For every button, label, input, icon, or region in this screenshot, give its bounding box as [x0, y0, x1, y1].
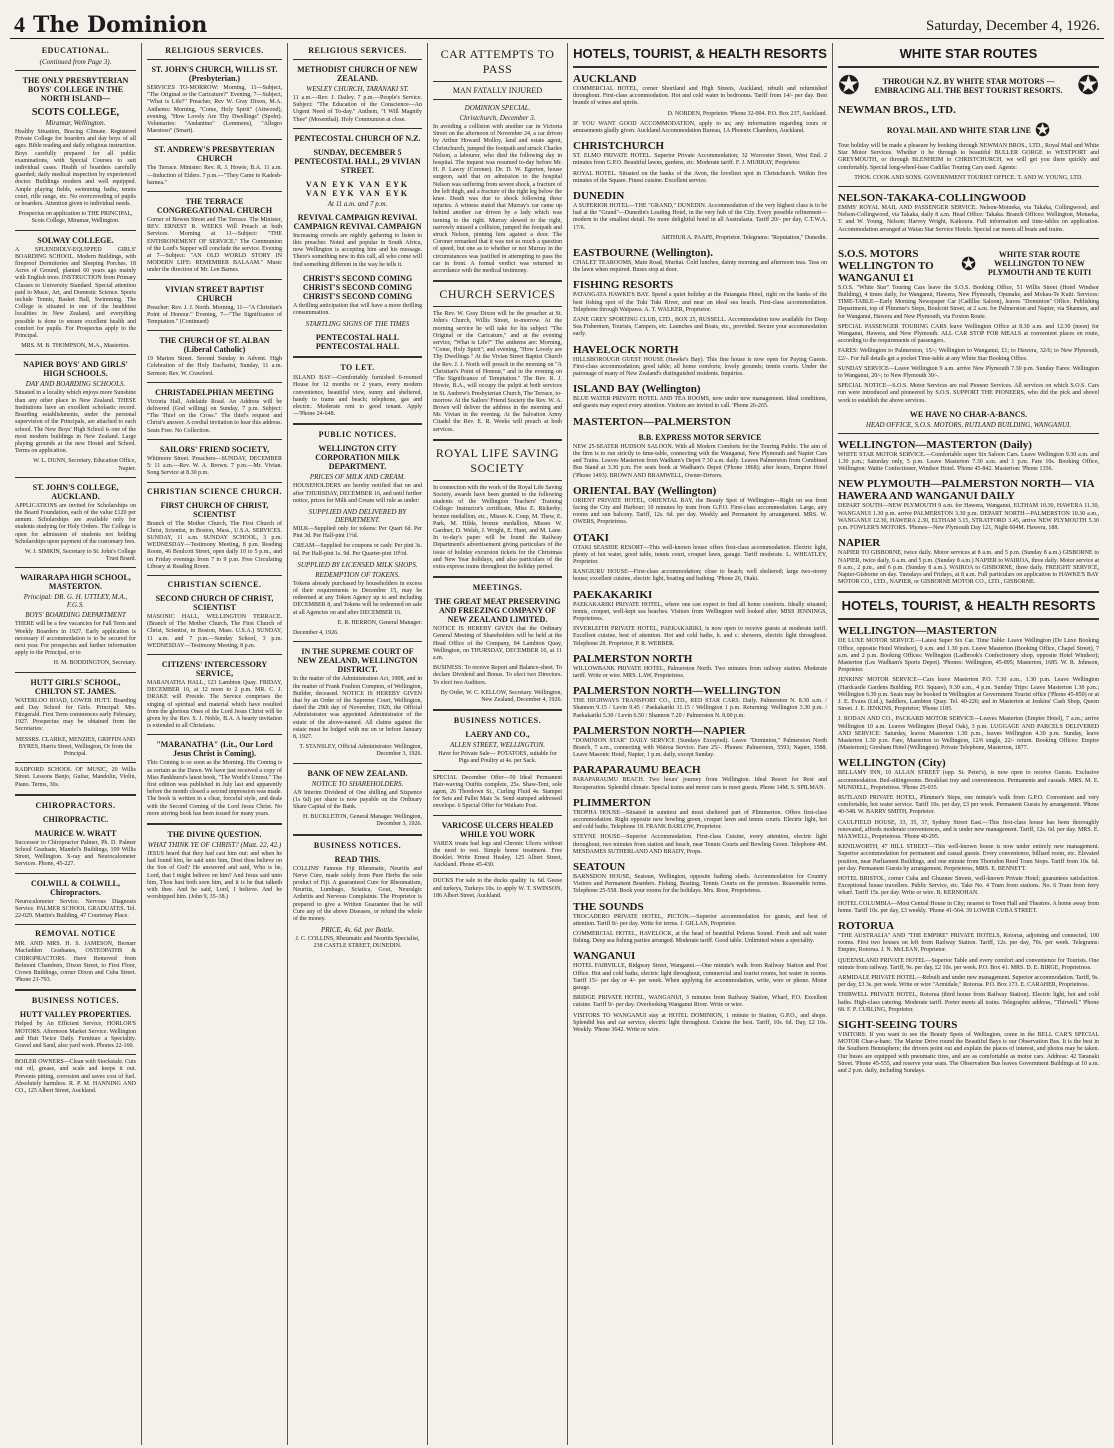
- section-heading: RELIGIOUS SERVICES.: [165, 46, 264, 55]
- ad-sub: DAY AND BOARDING SCHOOLS.: [25, 380, 126, 389]
- route-text: Tour holiday will be made a pleasure by booking through NEWMAN BROS., LTD., Royal Mail and White Star Motor Services. Whether it be through to beautiful BULLER GORGE to WESTPORT and GREYMOUTH, or through BLENHEIM to CHRISTCHURCH, we will get you there quickly and comfortably. Special long-wheel-base Cadillac Touring Cars used. Agents:: [838, 143, 1099, 171]
- startling-signs: STARTLING SIGNS OF THE TIMES: [305, 320, 410, 329]
- column-white-star-routes: [833, 43, 1104, 1445]
- divider: [293, 641, 422, 642]
- divider: [433, 81, 562, 82]
- church-text: JESUS heard that they had cast him out: and when he had found him, he said unto him, Dost thou believe on the Son of God? He answered and said, Who is he, Lord, that I might believe on him? And Jesus said unto him, Thou hast both seen him, and it is he that talketh with thee. And he said, Lord, I believe. And he worshipped him. (John 9, 35–38.): [147, 850, 282, 901]
- listing-text: PAEKAKARIKI PRIVATE HOTEL, where one can expect to find all home comforts. Ideally situated; tennis, croquet, well-kept sea beaches. Visitors from Wellington well looked after. MISS JENNINGS, Proprietress.: [573, 601, 827, 622]
- listing-text: CAULFIELD HOUSE, 33, 35, 37, Sydney Street East.—This first-class house has been thoroughly renovated, affords moderate conveniences, and is under new management. Tariff, 12s. 6d. per day. MRS. E. MAXWELL, Proprietress. 'Phone 40-295.: [838, 819, 1099, 840]
- notice-sub: SUPPLIED BY LICENSED MILK SHOPS.: [297, 560, 418, 569]
- church-text: A thrilling anticipation that will have a more thrilling consummation.: [293, 302, 422, 317]
- notice-sub: REDEMPTION OF TOKENS.: [315, 570, 400, 579]
- route-text: DEPART SOUTH—NEW PLYMOUTH 9 a.m. for Hawera, Wanganui, ELTHAM 10.30, HAWERA 11.30, WANGANUI 1.30 p.m. arrive PALMERSTON 3.30 p.m. DEPART NORTH—PALMERSTON 10.30 a.m., WANGANUI 12.30, HAWERA 2.30, ELTHAM 3.15, STRATFORD 3.45, arrive NEW PLYMOUTH 5.30 p.m. FOWLER'S MOTORS. 'Phones—New Plymouth Day 121, Night 604M. Hawera, 188.: [838, 503, 1099, 532]
- ad-person: COLWILL & COLWILL, Chiropractors.: [31, 878, 120, 897]
- listing-text: HOTEL BRISTOL, corner Cuba and Ghuznee Streets, well-known Private Hotel; guarantees satisfaction. Exceptional house travellers. Public Service, etc. Take No. 4 Tram from stations. No. 6 Tram from ferry wharf. Tariff 15s. per day. Write or wire. B. KERNOHAN.: [838, 876, 1099, 897]
- route-text: FARES: Wellington to Palmerston, 15/-; Wellington to Wanganui, £1; to Hawera, 32/6; to New Plymouth, £2/-. For full details get a pocket Time-table at any White Star Booking Office.: [838, 348, 1099, 362]
- news-body: The Rev. W. Gray Dixon will be the preacher at St. John's Church, Willis Street, to-morrow. At the morning service he will take for his subject "The Original or the Caricature," and at the evening service, "What is Life?" The anthems are: Morning, "Come, Holy Spirit"; and evening, "How Lovely are Thy Dwellings." At the Vivian Street Baptist Church the Rev. J. J. North will preach in the morning on "A Christian's Point of Honour," and in the evening on "The Significance of Temptation." The Rev. R. J. Howie, B.A., will occupy the pulpit at both services in St. Andrew's Presbyterian Church, The Terrace, to-morrow. At the Sailors' Friend Society the Rev. W. A. Brown will deliver the address in the morning and Mr. Vivian in the evening. At the Salvation Army Citadel the Rev. E. R. Weeks will preach at both services.: [433, 311, 562, 433]
- ad-text: Have for Private Sale— POTATOES, suitable for Pigs and Poultry at 4s. per Sack.: [438, 751, 557, 765]
- divider: [433, 815, 562, 816]
- divider: [15, 354, 136, 355]
- listing-text: HOTEL FAIRVILLE, Ridgway Street, Wanganui.—One minute's walk from Railway Station and Post Office. Hot and cold baths, electric light throughout, commercial and tourist rooms, hot water in rooms. Tariff 15/- per day or 4/- per week. When applying for accommodation, write, wire or phone. Motor garage.: [573, 963, 827, 992]
- listing-sub: B.B. EXPRESS MOTOR SERVICE: [638, 432, 762, 442]
- sos-header: [838, 243, 1099, 285]
- place-heading: AUCKLAND: [573, 73, 637, 85]
- divider: [15, 924, 136, 925]
- divider: [433, 480, 562, 481]
- place-heading: SEATOUN: [573, 861, 626, 873]
- listing-text: INVERLEITH PRIVATE HOTEL, PAEKAKARIKI, is now open to receive guests at moderate tariff. Excellent cuisine, best of attention. Hot and cold baths, h. and c. showers, electric light throughout. Telephone 28. Proprietor, P. R. WEBBER.: [573, 626, 827, 647]
- masthead: [10, 0, 1104, 39]
- ad-text: DUCKS For sale to the ducks quality 1s. 6d. Geese and turkeys, Turkeys 10s. to apply W. T. SWINSON, 186 Albert Street, Auckland.: [433, 878, 562, 899]
- column-hotels: [568, 43, 833, 1445]
- place-heading: SIGHT-SEEING TOURS: [838, 1019, 958, 1032]
- notice-text: AN Interim Dividend of One shilling and Sixpence (1s 6d) per share is now payable on the Ordinary Share Capital of the Bank.: [293, 789, 422, 810]
- listing-text: HILLSBOROUGH GUEST HOUSE (Hawke's Bay). This fine house is now open for Paying Guests. First-class accommodation; good table; all home comforts; lovely grounds; tennis courts. Under the patronage of many of New Zealand's distinguished residents. Inquiries.: [573, 356, 827, 378]
- route-heading: S.O.S. MOTORS WELLINGTON TO WANGANUI £1: [838, 247, 934, 284]
- route-text: EMMS' ROYAL MAIL AND PASSENGER SERVICE. Nelson-Motueka, via Takaka, Collingwood, and Nelson-Collingwood, via Takaka, daily 8 a.m. Head Office: Takaka. Branch Offices: Wellington, Motueka, T. and W. Young, Nelson; Harvey Wright, Kaikoura. Full information and time-tables on application. Accommodation arranged at Waiau Star Service Hotels. Special car meets all boats and trains.: [838, 205, 1099, 233]
- place-heading: CHRISTCHURCH: [573, 140, 665, 153]
- meeting-text: NOTICE IS HEREBY GIVEN that the Ordinary General Meeting of Shareholders will be held at the Head Office of the Company, 84 Lambton Quay, Wellington, on THURSDAY, DECEMBER 16, at 11 a.m.: [433, 626, 562, 661]
- white-star-intro: [838, 73, 1099, 99]
- divider: [838, 66, 1099, 68]
- notice-sub: SUPPLIED AND DELIVERED BY DEPARTMENT.: [308, 508, 407, 525]
- church-title: "MARANATHA" (Lit., Our Lord Jesus Christ is Coming).: [156, 740, 273, 759]
- news-body: In avoiding a collision with another car in Victoria Street on the afternoon of November 24, a car driven by Arthur Howard Molloy, land and estate agent, Christchurch, jumped the footpath and struck Charles Nelson, a labourer, who died the following day in hospital. The inquest was resumed to-day before Mr. H. P. Lawry (Coroner). Dr. D. W. Egerton, house surgeon, said that on admission to the hospital Nelson was suffering from severe shock, a fracture of the left thigh, and a fracture of the right leg below the knee. Death was due to shock following these injuries. A witness stated that Murray's car came up behind another car driven by a lady which was turning to the right. Murray slewed to the right, narrowly missed a collision, jumped the footpath and struck Nelson, pinning him against a door. The Coroner remarked that it was not so much a question of speed, but one as to whether or not Murray in the circumstances was justified in attempting to pass the car in front. A formal verdict was returned in accordance with the medical testimony.: [433, 124, 562, 275]
- ad-text: VAREX treats bad legs and Chronic Ulcers without the need to rest. Simple home treatment. Free Booklet. Write Ernest Healey, 125 Albert Street, Auckland. Phone 45-430.: [433, 840, 562, 869]
- church-title: THE TERRACE CONGREGATIONAL CHURCH: [156, 197, 273, 216]
- listing-text: A SUPERIOR HOTEL—THE "GRAND," DUNEDIN. Accommodation of the very highest class is to be had at the "Grand"—Dunedin's Leading Hotel, in the very hub of the City. Every possible refinement—modern to the smallest detail. No more delightful hotel in all Australasia. Tariff 20/- per day, C.T.W.A. 17/6.: [573, 203, 827, 231]
- route-text: WHITE STAR MOTOR SERVICE.—Comfortable super Six Saloon Cars. Leave Wellington 9.30 a.m. and 1.30 p.m.; Saturday only, 5 p.m. Leave Masterton 7.30 a.m. and 1 p.m. Fare 10s. Booking Office, Wellington: Wattie Confectioner, Windsor Hotel. 'Phone 45-842. Masterton: 'Phone 1356.: [838, 451, 1099, 473]
- meeting-business: BUSINESS: To receive Report and Balance-sheet. To declare Dividend and Bonus. To elect two Directors. To elect two Auditors.: [433, 665, 562, 686]
- ad-text: A SPLENDIDLY-EQUIPPED GIRLS' BOARDING SCHOOL. Modern Buildings, with fireproof Dormitories and Sleeping Porches. 18 Acres of Ground, planted 60 years ago mainly with English trees. INSTRUCTION from Primary Classes to University Standard. Special attention paid to Music, Art, and Domestic Science. Sports include Tennis, Basket Ball, Swimming. The College is situated in one of the healthiest localities in New Zealand, and everything possible is done to ensure excellent health and comfort for pupils. For Prospectus apply to the Principal.: [15, 246, 136, 340]
- divider: [433, 280, 562, 282]
- route-text: NAPIER TO GISBORNE, twice daily. Motor services at 8 a.m. and 5 p.m. (Sunday 8 a.m.) GISBORNE to NAPIER, twice daily, 6 a.m. and 5 p.m. (Sunday 8 a.m.) NAPIER to WAIROA, three daily. Motor service at 8 a.m., 2 p.m., and 6 p.m. (Sunday 8 a.m.). WAIROA to GISBORNE, three daily. FREIGHT SERVICE, Napier-Gisborne on day. Tuesdays and Fridays, at 8 a.m. Full particulars on application to HAWKE'S BAY MOTOR CO., LTD., NAPIER, or GISBORNE MOTOR CO., LTD., GISBORNE.: [838, 550, 1099, 586]
- listing-text: CHALET TEAROOMS, Main Road, Muritai. Cold lunches, dainty morning and afternoon teas. Teas on the lawn when required. Buses stop at door.: [573, 260, 827, 274]
- columns: [10, 39, 1104, 1445]
- ad-text: RADFORD SCHOOL OF MUSIC, 20 Willis Street. Lessons Banjo, Guitar, Mandolin, Violin, Piano. Terms, 30s.: [15, 767, 136, 788]
- ad-text: WATERLOO ROAD, LOWER HUTT. Boarding and Day School for Girls. Principal: Mrs. Fitzgerald. First Term commences early February, 1927. Prospectus may be obtained from the Secretaries:: [15, 697, 136, 733]
- section-heading: EDUCATIONAL.: [41, 46, 110, 55]
- divider: [838, 238, 1099, 239]
- divider: [15, 672, 136, 673]
- place-heading: WELLINGTON (City): [838, 757, 946, 770]
- notice-text: In the matter of the Administration Act, 1908, and in the matter of Frank Foulton Compton, of Wellington, Builder, deceased. NOTICE IS HEREBY GIVEN that by an Order of the Supreme Court, Wellington, dated the 29th day of November, 1926, the Official Administrator was appointed Administrator of the estate of the above-named. All claims against the estate must be lodged with me on or before January 8, 1927.: [293, 676, 422, 740]
- church-text: Victoria Hall, Adelaide Road. An Address will be delivered (God willing) on Sunday, 7 p.m. Subject: "The Thief on the Cross." The thief's request and Christ's answer. A cordial invitation to hear this address. Seats Free. No Collection.: [147, 398, 282, 434]
- section-note: (Continued from Page 3).: [39, 58, 112, 66]
- ad-text: MR. AND MRS. H. S. JAMESON, Bernarr Macfadden Graduates, OSTEOPATHS & CHIROPRACTORS. Have Removed from Belmont Chambers, Dixon Street, to First Floor, Crown Buildings, corner Dixon and Cuba Street. 'Phone 21-793.: [15, 941, 136, 984]
- ad-sub: BOYS' BOARDING DEPARTMENT: [25, 611, 126, 620]
- listing-text: BRIDGE PRIVATE HOTEL, WANGANUI, 3 minutes from Railway Station, Wharf, P.O. Excellent cuisine. Tariff 9/- per day. Overlooking Wanganui River. Write or wire.: [573, 995, 827, 1009]
- church-title: CITIZENS' INTERCESSORY SERVICE,: [161, 659, 268, 678]
- place-heading: FISHING RESORTS: [573, 279, 674, 292]
- divider: [15, 230, 136, 231]
- column-public-notices: [288, 43, 428, 1445]
- listing-text: COMMERCIAL HOTEL, corner Shortland and High Streets, Auckland, rebuilt and refurnished throughout. First-class accommodation. Hot and cold water in bedrooms. Tariff from 14/- per day. Best brands of wines and spirits.: [573, 86, 827, 107]
- divider: [15, 794, 136, 796]
- divider: [433, 306, 562, 307]
- divider: [293, 59, 422, 60]
- divider: [147, 191, 282, 192]
- church-text: Corner of Bowen Street and The Terrace. The Minister, REV. ERNEST R. WEEKS Will Preach at both Services. Morning at 11—Subject: "THE ENTHRONEMENT OF SERVICE." The Communion of the Lord's Supper will conclude the service. Evening at 7—Subject: "AN OLD WORLD STORY IN MODERN LIFE: REMEMBER BALAAM." Music under the direction of Mr. Len Barnes.: [147, 217, 282, 274]
- ad-sign: J. C. COLLINS, Rheumatic and Neuritis Specialist, 238 CASTLE STREET, DUNEDIN.: [295, 936, 420, 950]
- service-times: At 11 a.m. and 7 p.m.: [327, 199, 388, 208]
- ad-text: APPLICATIONS are invited for Scholarships on the Board Foundation, each of the value £120 per annum. Scholarships are available only for students studying for Holy Orders. The College is open for admission of students not holding Scholarships upon payment of the customary fees.: [15, 502, 136, 545]
- route-text: SPECIAL PASSENGER TOURING CARS leave Wellington Office at 8.30 a.m. and 12.30 (noon) for Wanganui, Hawera, and New Plymouth. ALL CAR STOP FOR MEALS at convenient places en route, according to the requirements of passengers.: [838, 323, 1099, 345]
- place-heading: WANGANUI: [573, 950, 636, 963]
- route-text: SUNDAY SERVICE—Leave Wellington 9 a.m. arrive New Plymouth 7.30 p.m. Sunday Fares: Wellington to Wanganui, 20/-; to New Plymouth 30/-.: [838, 365, 1099, 380]
- listing-text: J. RODAN AND CO., PACKARD MOTOR SERVICE—Leaves Masterton (Empire Hotel), 7 a.m.; arrive Wellington 10 a.m. Leaves Wellington (Royal Oak), 3 p.m. LUGGAGE AND PARCELS DELIVERED AND SERVICE: Saturday, leaves Masterton 1.30 p.m., leaves Wellington 4.30 p.m. Sunday, leave Masterton 1.30 p.m. Fare, Masterton to Wellington, 12/6 single, 22/- return. Booking Offices: Empire (Masterton); Gresham Hotel (Wellington). Private Telephone, Masterton, 1877.: [838, 716, 1099, 752]
- church-text: The Terrace. Minister: Rev. R. J. Howie, B.A. 11 a.m.—Induction of Elders. 7 p.m.—"They Came to Kadesh-barnea.": [147, 165, 282, 186]
- divider: [838, 591, 1099, 593]
- divider: [147, 330, 282, 331]
- notice-title: IN THE SUPREME COURT OF NEW ZEALAND, WELLINGTON DISTRICT.: [297, 647, 418, 675]
- ad-sign: MESSRS. CLARKE, MENZIES, GRIFFIN AND BYRES, Harris Street, Wellington, Or from the Principal.: [15, 736, 136, 757]
- divider: [838, 186, 1099, 187]
- royal-mail-text: ROYAL MAIL AND WHITE STAR LINE: [886, 125, 1032, 135]
- ad-place: Miramar, Wellington.: [45, 119, 106, 127]
- divider: [147, 59, 282, 60]
- news-headline: CHURCH SERVICES: [439, 287, 556, 302]
- white-star-banner: WHITE STAR ROUTES: [899, 46, 1038, 61]
- notice-date: December 4, 1926.: [293, 630, 339, 637]
- church-title: METHODIST CHURCH OF NEW ZEALAND.: [297, 65, 418, 83]
- preacher-name: VAN EYK VAN EYK VAN EYK VAN EYK: [305, 179, 410, 198]
- listing-text: ST. ELMO PRIVATE HOTEL. Superior Private Accommodation; 32 Worcester Street, West End. 2 minutes from G.P.O. Beautiful lawns, gardens, etc. Moderate tariff. F. J. MURRAY, Proprietor.: [573, 153, 827, 167]
- masthead-left: [14, 12, 207, 38]
- ad-text: Situated in a locality which enjoys more Sunshine than any other place in New Zealand. THESE Institutions have an excellent scholastic record. Boarding establishments, under the personal supervision of the Principals, are attached to each school. The New Boys' High School is one of the most modern buildings in New Zealand. Large playing grounds at the new Hostel and School. Terms on application.: [15, 390, 136, 455]
- church-title: CHRISTADELPHIAN MEETING: [155, 387, 274, 397]
- place-heading: ORIENTAL BAY (Wellington): [573, 484, 717, 497]
- church-text: SERVICES TO-MORROW: Morning, 11—Subject, "The Original or the Caricature?" Evening, 7—Subject, "What is Life?" Preacher, Rev W. Gray Dixon, M.A. Anthems: Morning, "Come, Holy Spirit" (Attwood), evening, "How Lovely Are Thy Dwellings" (Spohr). Voluntaries: "Andantino" (Lemmens), "Allegro Maestoso" (Smart).: [147, 85, 282, 135]
- divider: [147, 823, 282, 825]
- news-headline: CAR ATTEMPTS TO PASS: [440, 47, 555, 76]
- second-coming-banner: CHRIST'S SECOND COMING CHRIST'S SECOND COMING CHRIST'S SECOND COMING: [302, 273, 413, 301]
- divider: [838, 433, 1099, 434]
- route-heading: WELLINGTON—MASTERTON (Daily): [838, 438, 1032, 451]
- section-heading: REMOVAL NOTICE: [35, 929, 116, 939]
- church-text: Preacher: Rev. J. J. North. Morning, 11—"A Christian's Point of Honour." Evening, 7—"The Significance of Temptation." (Continued): [147, 304, 282, 326]
- listing-text: JENKINS' MOTOR SERVICE—Cars leave Masterton P.O. 7.30 a.m., 1.30 p.m. Leave Wellington (Hardcastle Gardens Building, P.O. Square), 9.30 a.m., 4 p.m. Sunday Trips: Leave Masterton 1.30 p.m.; Wellington 6.30 p.m. Seats may be booked in Wellington at Government Tourist office ('Phone 45-850) or at J. E. Evans (Ltd.), Saddlers, Lambton Quay. Tel. 40-226; and in Masterton at Jenkins' Cash Shop, Queen Street. J. E. JENKINS, Proprietor; 'Phone 1185.: [838, 677, 1099, 713]
- divider: [15, 477, 136, 478]
- divider: [433, 439, 562, 441]
- ad-title: VARICOSE ULCERS HEALED WHILE YOU WORK: [441, 820, 554, 839]
- listing-sign: ARTHUR A. PAAPE, Proprietor. Telegrams: "Reputation," Dunedin.: [661, 234, 827, 241]
- ad-text: COLLINS' Famous Fiji Rheumatic, Neuritis and Nerve Cure, made solely from Pure Herbs the sole product of Fiji. A guaranteed Cure for Rheumatism, Neuritis, Lumbago, Sciatica, Gout, Neuralgic Arthritis and Nervous Complaints. The Proprietor is prepared to give a Written Guarantee that he will Cure any of the above Diseases, or refund the whole of the money.: [293, 865, 422, 922]
- church-title: SECOND CHURCH OF CHRIST, SCIENTIST: [155, 593, 274, 612]
- church-text: Increasing crowds are nightly gathering to listen to this preacher. Noted and popular in South Africa, now Wellington is accepting him and his message. There's something new in this call, all who come will find something different in the way he tells it.: [293, 232, 422, 268]
- section-heading: PUBLIC NOTICES.: [318, 430, 397, 440]
- news-subheadline: MAN FATALLY INJURED: [452, 86, 543, 95]
- place-heading: PALMERSTON NORTH—NAPIER: [573, 724, 746, 737]
- church-text: 11 a.m.—Rev. J. Dailey. 7 p.m.—People's Service. Subject: "The Education of the Conscience—An Urgent Need of To-day." Anthem, "I Will Magnify Thee" (Mosenthal). Holy Communion at close.: [293, 95, 422, 123]
- section-heading: CHRISTIAN SCIENCE.: [167, 579, 262, 589]
- listing-text: BLUE WATER PRIVATE HOTEL AND TEA ROOMS, now under new management. Ideal conditions, and guests may expect every attention. Visitors are invited to call. 'Phone 26-265.: [573, 396, 827, 410]
- ad-name: HUTT VALLEY PROPERTIES.: [19, 1010, 132, 1020]
- section-heading: BUSINESS NOTICES.: [31, 996, 120, 1006]
- royal-mail-line: [838, 117, 1099, 143]
- listing-text: HOTEL COLUMBIA—Most Central House in City; nearest to Town Hall and Theatres. A home away from home. Tariff 10s. per day, £3 weekly. 'Phone 41-564. 39 LOWER CUBA STREET.: [838, 900, 1099, 914]
- route-heading: NAPIER: [838, 537, 881, 550]
- listing-text: ORIENT PRIVATE HOTEL, ORIENTAL BAY, the Beauty Spot of Wellington—Right on sea front facing the City and Harbour; 10 minutes by tram from G.P.O. First-class accommodation. Large, airy rooms and sun balcony. Tariff, 12s. 6d. per day. Weekly and Permanent by arrangement. MRS. W. OWERS, Proprietress.: [573, 497, 827, 526]
- church-text: 19 Marion Street. Second Sunday in Advent. High Celebration of the Holy Eucharist, Sunday, 11 a.m. Sermon: Rev. W. Crawford.: [147, 356, 282, 377]
- church-sub: WHAT THINK YE OF CHRIST? (Matt. 22, 42.): [147, 840, 282, 849]
- section-heading: MEETINGS.: [472, 583, 523, 593]
- section-heading: RELIGIOUS SERVICES.: [308, 46, 407, 55]
- listing-text: QUEENSLAND PRIVATE HOTEL—Superior Table and every comfort and convenience for Tourists. One minute from railway. Tariff, 9s. per day, £2 10s. per week. P.O. Box 41. MRS. D. E. BIRGE, Proprietress.: [838, 957, 1099, 971]
- listing-text: STEYNE HOUSE—Superior Accommodation. First-class Cuisine, every attention, electric light throughout, two minutes from station and beach, near Tennis Courts and Bowling Green. Telephone 4M. MESDAMES SUTHERLAND AND BRADY, Props.: [573, 834, 827, 855]
- divider: [147, 279, 282, 280]
- news-dateline: Christchurch, December 3.: [459, 114, 536, 122]
- church-title: THE CHURCH OF ST. ALBAN (Liberal Catholic): [159, 336, 270, 355]
- star-icon: ✪: [838, 71, 860, 100]
- listing-text: RUTLAND PRIVATE HOTEL, Plimmer's Steps, one minute's walk from G.P.O. Convenient and very comfortable, hot water service. Tariff 10s. per day, £3 per week. Permanent Guests by arrangement. 'Phone 40-548. W. BARRY SMITH, Proprietor.: [838, 794, 1099, 816]
- church-text: Whitmore Street. Preachers—SUNDAY, DECEMBER 5: 11 a.m.—Rev. W. A. Brown. 7 p.m.—Mr. Vivian. Song Service at 8.30 p.m.: [147, 455, 282, 477]
- church-title: ST. ANDREW'S PRESBYTERIAN CHURCH: [154, 145, 275, 164]
- listing-sign: D. NORDEN, Proprietor. 'Phone 32-004. P.O. Box 237, Auckland.: [667, 110, 827, 117]
- route-office: HEAD OFFICE, S.O.S. MOTORS, RUTLAND BUILDING, WANGANUI.: [865, 420, 1072, 429]
- listing-text: IF YOU WANT GOOD ACCOMMODATION, apply to us; any information regarding tours or amusements gladly given. Auckland Accommodation Bureau, 1A Phoenix Chambers, Auckland.: [573, 120, 827, 135]
- listing-text: THE HIGHWAYS TRANSPORT CO., LTD., RED STAR CARS. Daily. Palmerston N. 8.30 a.m. / Shannon 9.15 / Levin 9.45 / Paekakariki 11.15 / Wellington 1 p.m. Returning: Wellington 3.30 p.m. / Paekakariki 5.30 / Levin 6.50 / Shannon 7.20 / Palmerston N. 8.00 p.m.: [573, 698, 827, 719]
- section-heading: TO LET.: [340, 363, 375, 373]
- ad-sign: W. J. SIMKIN, Secretary to St. John's College Trust Board.: [24, 548, 136, 563]
- ad-sign: H. M. BODDINGTON, Secretary.: [53, 660, 136, 667]
- ad-price: PRICE, 4s. 6d. per Bottle.: [320, 926, 395, 935]
- divider: [433, 873, 562, 874]
- place-heading: OTAKI: [573, 531, 609, 544]
- revival-banner: REVIVAL CAMPAIGN REVIVAL CAMPAIGN REVIVAL CAMPAIGN: [293, 212, 422, 231]
- listing-text: "DOMINION STAR" DAILY SERVICE (Sundays Excepted). Leave "Dominion," Palmerston North Branch, 7 a.m., connecting with Wairoa Service. Fare 25/-. Phones: Palmerston, 5593; Napier, 1588. Leave Masonic Hotel, Napier, 1 p.m. daily, except Sunday.: [573, 737, 827, 759]
- notice-sub: PRICES OF MILK AND CREAM.: [309, 473, 406, 482]
- church-title: VIVIAN STREET BAPTIST CHURCH: [165, 284, 264, 303]
- notice-text: MILK—Supplied only for tokens: Per Quart 6d. Per Pint 3d. Per Half-pint 1½d.: [293, 526, 422, 540]
- place-heading: HAVELOCK NORTH: [573, 343, 679, 356]
- listing-text: COMMERCIAL HOTEL, HAVELOCK, at the head of beautiful Pelorus Sound. Fresh and salt water fishing. Deep sea fishing parties arranged. Moderate tariff. Good table. Unlimited wines a speciality.: [573, 931, 827, 945]
- ad-title: LAERY AND CO.,: [465, 730, 530, 740]
- ad-text: THERE will be a few vacancies for Fall Term and Weekly Boarders in 1927. Early application is necessary if accommodation is to be secured for next year. For prospectus and further information apply to the Principal, or to: [15, 621, 136, 657]
- place-heading: ROTORUA: [838, 920, 895, 933]
- ad-name: SOLWAY COLLEGE.: [37, 235, 114, 245]
- place-heading: EASTBOURNE (Wellington).: [573, 247, 713, 260]
- divider: [147, 482, 282, 483]
- tolet-text: ISLAND BAY—Comfortably furnished 6-roomed House for 12 months or 2 years, every modern convenience, beautiful view, sunny and sheltered, handy to trams and beach; telephone, gas and electric. Moderate rent to good tenant. Apply—'Phone 24-648.: [293, 375, 422, 418]
- ad-title: READ THIS.: [334, 854, 381, 864]
- place-heading: PALMERSTON NORTH: [573, 652, 693, 665]
- ad-text: Healthy Situation, Bracing Climate. Registered Private College for boarders and day boys of all ages. Bible reading and daily religious instruction. Boys carefully prepared for all public examinations, with Special Courses to suit individual cases. Health of boarders carefully guarded; daily medical inspection by experienced doctor. Buildings modern and well equipped. Ample playing fields, swimming baths, tennis court, rifle range, etc. No overcrowding of pupils or boarders. Attention given to individual needs.: [15, 129, 136, 208]
- listing-text: PATANGATA HAWKE'S BAY. Spend a quiet holiday at the Patangata Hotel, right on the banks of the best fishing spot of the Tuki Tuki River, and near an ideal sea beach. First-class accommodation. Telephone through Waipawa. A. T. WALKER, Proprietor.: [573, 292, 827, 313]
- ad-name: ST. JOHN'S COLLEGE, AUCKLAND.: [32, 482, 119, 501]
- divider: [147, 654, 282, 655]
- section-heading: CHRISTIAN SCIENCE CHURCH.: [147, 486, 282, 496]
- divider: [573, 66, 827, 68]
- hall-banner: PENTECOSTAL HALL PENTECOSTAL HALL: [315, 333, 400, 352]
- intro-text: THROUGH N.Z. BY WHITE STAR MOTORS — EMBRACING ALL THE BEST TOURIST RESORTS.: [874, 77, 1063, 95]
- route-heading: NEW PLYMOUTH—PALMERSTON NORTH— VIA HAWERA AND WANGANUI DAILY: [838, 478, 1095, 503]
- route-sub: WHITE STAR ROUTE WELLINGTON TO NEW PLYMOUTH AND TE KUITI: [987, 250, 1092, 278]
- star-icon: ✪: [1077, 71, 1099, 100]
- church-title: ST. JOHN'S CHURCH, WILLIS ST. (Presbyterian.): [151, 65, 278, 83]
- ad-title: THE ONLY PRESBYTERIAN BOYS' COLLEGE IN THE NORTH ISLAND—: [22, 76, 129, 103]
- divider: [15, 762, 136, 763]
- route-agents: THOS. COOK AND SONS. GOVERNMENT TOURIST OFFICE. T. AND W. YOUNG, LTD.: [854, 174, 1083, 181]
- listing-text: KENILWORTH, 47 HILL STREET—This well-known house is now under entirely new management. Superior accommodation for permanent and casual guests. Every convenience, billiard room, etc. Elevated position, near Parliament Buildings, and one minute from Thorndon Reed Tram Stops. Tariff from 10s. 6d. per day. Permanent Guests by arrangement. Proprietress, MRS. E. BENNETT.: [838, 844, 1099, 872]
- divider: [433, 709, 562, 711]
- notice-sub: NOTICE TO SHAREHOLDERS.: [311, 779, 404, 788]
- column-religious-services: [142, 43, 288, 1445]
- column-educational: [10, 43, 142, 1445]
- divider: [147, 575, 282, 576]
- church-text: MASONIC HALL, WELLINGTON TERRACE. (Branch of The Mother Church, The First Church of Christ, Scientist, in Boston, Mass. U.S.A.) SUNDAY, 11 a.m. and 7 p.m.—Sunday School, 3 p.m. WEDNESDAY—Testimony Meeting, 8 p.m.: [147, 613, 282, 649]
- hotels-banner: HOTELS, TOURIST, & HEALTH RESORTS: [841, 598, 1096, 614]
- place-heading: PAEKAKARIKI: [573, 588, 653, 601]
- hotels-banner: HOTELS, TOURIST, & HEALTH RESORTS: [573, 46, 827, 61]
- notice-sign: H. BUCKLETON, General Manager. Wellington, December 3, 1926.: [303, 814, 422, 828]
- ad-text: Helped by An Efficient Service, HORLOR'S MOTORS. Afternoon Market Service. Wellington and Hutt Twice Daily. Furniture a Speciality. Gravel and Sand, also yard work. Phones 22-160.: [15, 1021, 136, 1050]
- star-icon: ✪: [960, 253, 977, 274]
- ad-text: SPECIAL December Offer—50 Ideal Permanent Hair-waving Outfits complete, 25s. Shaw-Tent, sole agent, 26 Thordown St., Curling Fluid 4s. Stampet for Sets and Pallet Mats 3s. Send stamped addressed envelope. 6 Special Offer for Waikato Post.: [433, 774, 562, 810]
- ad-text: Successor to Chiropractor Palmer, Ph. D. Palmer School Graduate, Mandel's Buildings, 109 Willis Street, Wellington. X-ray and Neurocalometer Services. Phone, 45-227.: [15, 839, 136, 868]
- ad-sign: W. L. DUNN, Secretary. Education Office, Napier.: [33, 458, 136, 472]
- notice-title: BANK OF NEW ZEALAND.: [307, 768, 408, 778]
- church-text: SUNDAY, DECEMBER 5 PENTECOSTAL HALL, 29 VIVIAN STREET.: [294, 147, 421, 175]
- star-icon: ✪: [1035, 120, 1051, 140]
- meeting-sign: By Order, W. C. KELLOW, Secretary. Wellington, New Zealand, December 4, 1926.: [440, 689, 562, 703]
- divider: [838, 618, 1099, 620]
- notice-text: Tokens already purchased by householders in excess of their requirements to December 15, may be redeemed at any Token Agency up to and including DECEMBER 8, and Tokens will be redeemed on sale at all Agencies on and after DECEMBER 16.: [293, 580, 422, 616]
- listing-text: WILLOWBANK PRIVATE HOTEL, Palmerston North. Two minutes from railway station. Moderate tariff. Write or wire. MRS. LAW, Proprietress.: [573, 665, 827, 679]
- divider: [147, 382, 282, 383]
- listing-text: BARNSDON HOUSE, Seatoun, Wellington, opposite bathing sheds. Accommodation for Country Visitors and Permanent Boarders. Fishing, Boating, Tennis Courts on the premises. Reasonable terms. Telephone 25-558. Book your rooms for the holidays. Mrs. Rose, Proprietress.: [573, 874, 827, 895]
- divider: [293, 356, 422, 358]
- meeting-title: THE GREAT MEAT PRESERVING AND FREEZING COMPANY OF NEW ZEALAND LIMITED.: [434, 597, 561, 625]
- notice-sign: E. R. HERRON, General Manager.: [337, 619, 422, 626]
- issue-date: Saturday, December 4, 1926.: [926, 18, 1100, 34]
- ad-text: BOILER OWNERS—Clean with Stockstale. Cuts out oil, grease, and scale and keeps it out. Prevents pitting, corrosion and saves cost of fuel. Absolutely harmless. R. P. M. HANNING AND CO., 125 Albert Street, Auckland.: [15, 1059, 136, 1095]
- route-text: S.O.S. "White Star" Touring Cars leave the S.O.S. Booking Office, 51 Willis Street (Hotel Windsor Building), 4 times daily, for Wanganui, Hawera, New Plymouth, Opunake, and Mokau-Te Kuiti. Services: TIME-TABLE—Early Morning Newspaper Car (Cadillac Saloon), leaves "Dominion" Office. Publishing Department, top of Plimmer's Steps, Boulcott Street, at 2 a.m. for Palmerston and Napier, via Shannon, and for Wanganui, Hawera and New Plymouth, via Foxton Route.: [838, 284, 1099, 320]
- church-title: THE DIVINE QUESTION.: [167, 829, 262, 839]
- divider: [433, 99, 562, 100]
- divider: [293, 423, 422, 425]
- divider: [293, 834, 422, 836]
- divider: [15, 989, 136, 991]
- listing-text: VISITORS: If you want to see the Beauty Spots of Wellington, come in the BELL CAR'S SPECIAL MOTOR Char-a-banc. The Marine Drive round the Beautiful Bays is our Observation Bus. It is the best in the Southern Hemisphere; the drivers point out and explain the places of interest, and photos may be taken. Our buses are equipped with pneumatic tires, and are as comfortable as motor cars. Address: 42 Taranaki Street. 'Phone 45-555, and reserve your seats. The Observation Bus leaves Government Buildings at 10 a.m. and 2 p.m. daily, including Sundays.: [838, 1032, 1099, 1075]
- church-text: MARANATHA HALL, 123 Lambton Quay. FRIDAY, DECEMBER 10, at 12 noon to 2 p.m. MR. C. J. DRAKE will Preside. The Service comprises the singing of spiritual and material which have resulted from the glorious Ones of the Lord Jesus Christ will be given by the Rev. S. J. Noble, B.A. A hearty invitation is extended to all Christians.: [147, 679, 282, 730]
- divider: [433, 576, 562, 578]
- listing-text: "THE AUSTRALIA" AND "THE EMPIRE" PRIVATE HOTELS, Rotorua, adjoining and connected, 100 rooms. First two houses on left from Railway Station. Tariff, 12s. per day, 70s. per week. Telegrams: Empire, Rotorua. J. N. McLEAN, Proprietor.: [838, 933, 1099, 954]
- divider: [15, 1054, 136, 1055]
- listing-text: ZANE GREY SPORTING CLUB, LTD., BOX 25, RUSSELL. Accommodation now available for Deep Sea Fishermen, Tourists, Campers, etc. Launches and Boats, etc., provided. Secure your accommodation early.: [573, 317, 827, 338]
- notice-sign: T. STANSLEY, Official Administrator. Wellington, December 3, 1926.: [299, 744, 422, 758]
- listing-text: NEW 25-SEATER HUDSON SALOON. With all Modern Comforts for the Touring Public. The aim of the firm is to run strictly to time-table, connecting with the Wanganui, New Plymouth and Napier Cars and Trains. Leaves Masterton from Wadham's Depot 7.30 a.m. daily. Leaves Palmerston from Combined Bus Stand at 3.30 p.m. For seats book at Wadham's Depot ('Phone 1868); after hours, Empire Hotel ('Phone 1493). BROWN AND BRAMWELL, Owner-Drivers.: [573, 443, 827, 479]
- route-heading: NELSON-TAKAKA-COLLINGWOOD: [838, 192, 1027, 205]
- company-name: NEWMAN BROS., LTD.: [838, 104, 956, 116]
- column-news: [428, 43, 568, 1445]
- listing-text: THIRWELL PRIVATE HOTEL, Rotorua (third house from Railway Station). Electric light, hot and cold baths. High-class catering. Moderate tariff. Porter meets all trains. Telegraphic address, "Thirwell." 'Phone 68. F. P. CURLING, Proprietor.: [838, 992, 1099, 1013]
- listing-text: RANGIURU HOUSE—First-class accommodation; close to beach; well sheltered; large two-storey house; excellent cuisine, electric light, boating and bathing. 'Phone 26, Otaki.: [573, 569, 827, 583]
- ad-principal: MRS. M. B. THOMPSON, M.A., Masterton.: [21, 343, 130, 350]
- ad-name: NAPIER BOYS' AND GIRLS' HIGH SCHOOLS.: [23, 360, 128, 379]
- church-title: PENTECOSTAL CHURCH OF N.Z.: [294, 133, 421, 143]
- listing-text: OTAKI SEASIDE RESORT—This well-known house offers first-class accommodation. Electric light, plenty of hot water, good table, tennis court, croquet lawn, garage. Tariff moderate. L. WHEATLEY, Proprietor.: [573, 544, 827, 565]
- page-number: 4: [14, 12, 25, 37]
- ad-text: Neurocalometer Service. Nervous Diagnosis Service. PALMER SCHOOL GRADUATES. Tel. 22-029. Martin's Building, 47 Courtenay Place.: [15, 898, 136, 920]
- listing-text: ARMIDALE PRIVATE HOTEL—Rebuilt and under new management. Superior accommodation. Tariff, 9s. per day, £3 3s. per week. Write or wire "Armidale," Rotorua. P.O. Box 173. E. CARAHER, Proprietress.: [838, 975, 1099, 989]
- place-heading: PARAPARAUMU BEACH: [573, 764, 701, 777]
- church-title: FIRST CHURCH OF CHRIST, SCIENTIST: [160, 500, 269, 519]
- paper-name: The Dominion: [33, 12, 208, 38]
- place-heading: DUNEDIN: [573, 190, 625, 203]
- divider: [147, 439, 282, 440]
- notice-text: CREAM—Supplied for coupons or cash: Per pint 3s. 6d. Per Half-pint 1s. 9d. Per Quarter-pint 10½d.: [293, 543, 422, 557]
- section-heading: BUSINESS NOTICES.: [453, 716, 542, 726]
- church-sub: WESLEY CHURCH, TARANAKI ST.: [306, 85, 409, 93]
- divider: [293, 128, 422, 129]
- divider: [147, 734, 282, 735]
- place-heading: PLIMMERTON: [573, 796, 651, 809]
- listing-text: TROPHA HOUSE—Situated in sunniest and most sheltered part of Plimmerton. Offers first-class accommodation. Right opposite new bowling green, croquet lawn and tennis courts. Electric light, hot and cold baths. Telephone 18. FRANK BARLOW, Proprietor.: [573, 809, 827, 831]
- listing-text: ROYAL HOTEL. Situated on the banks of the Avon, the loveliest spot in Christchurch. Within five minutes of the Square. Finest cuisine. Excellent service.: [573, 170, 827, 184]
- listing-text: DE LUXE MOTOR SERVICE.—Latest Super Six Car. Time Table: Leave Wellington (De Luxe Booking Office, opposite Hotel Windsor), 9 a.m. and 1.30 p.m. Leave Masterton (Booking Office, Chapel Street), 7 a.m. and 2 p.m. Booking Offices: Wellington (Ladbrook's Confectionery shop, opposite Hotel Windsor); Masterton (Les Wadham's Sports Depot). 'Phones: Wellington, 45-895; Masterton, 1685. W. R. Johnson, Proprietor.: [838, 638, 1099, 674]
- notice-text: HOUSEHOLDERS are hereby notified that on and after THURSDAY, DECEMBER 16, and until further notice, prices for Milk and Cream will rule as under:: [293, 483, 422, 504]
- section-heading: CHIROPRACTORS.: [35, 800, 116, 810]
- divider: [15, 873, 136, 874]
- church-text: Branch of The Mother Church, The First Church of Christ, Scientist, in Boston, Mass., U.S.A. SERVICES. SUNDAY, 11 a.m. SUNDAY SCHOOL, 3 p.m. WEDNESDAY—Testimony Meeting, 8 p.m. Reading Room, 46 Boulcott Street, open daily 10 to 5 p.m., and on Friday evenings from 7 to 9 p.m. Free Circulating Library at Reading Room.: [147, 520, 282, 570]
- news-body: In connection with the work of the Royal Life Saving Society, awards have been granted to the following students of the Wellington Teachers' Training College: Instructor's certificate, Miss E. Rickerby; bronze medallion, etc., Misses K. Coup, M. Thew, E. Park, M. Hilda, bronze medallion, Misses W. Gardner, D. Welsh, J. Wright, E. Hunt, and M. Lane. In to-day's paper will be found the Railway Department's advertisement giving particulars of the issue of holiday excursion tickets for the Christmas and New Year holidays, and also particulars of the extra express trains throughout the holiday period.: [433, 484, 562, 570]
- news-source: DOMINION SPECIAL.: [464, 104, 531, 112]
- ad-name: CHIROPRACTIC.: [42, 814, 109, 824]
- place-heading: ISLAND BAY (Wellington): [573, 383, 701, 396]
- place-heading: MASTERTON—PALMERSTON: [573, 415, 731, 428]
- ad-principal: Principal: DR. G. H. UTTLEY, M.A., F.G.S.: [23, 593, 128, 610]
- ad-name: WAIRARAPA HIGH SCHOOL, MASTERTON.: [20, 573, 131, 592]
- divider: [293, 763, 422, 764]
- ad-name: SCOTS COLLEGE,: [31, 107, 120, 118]
- ad-person: MAURICE W. WRATT: [34, 828, 117, 838]
- divider: [15, 70, 136, 71]
- church-text: This Coming is so soon as the Morning. His Coming is as certain as the Dawn. We have just received a copy of Miss Pankhurst's latest book, "The World's Unrest." The first edition was published in July last and apparently before the month closed a second impression was made. The book is written in a clear, forceful style, and deals with the Second Coming of the Lord Jesus Christ. No more stirring book has been issued for many years.: [147, 760, 282, 817]
- news-headline: ROYAL LIFE SAVING SOCIETY: [435, 445, 560, 475]
- listing-text: BELLAMY INN, 10 ALLAN STREET (opp. St. Peter's), is now open to receive Guests. Exclusive accommodation. Bed-sittingrooms. Breakfast tray and conveniences. Permanents and casuals. MRS. M. E. MUNDELL, Proprietress. 'Phone 25-035.: [838, 770, 1099, 791]
- divider: [147, 139, 282, 140]
- place-heading: THE SOUNDS: [573, 900, 644, 913]
- ad-footer: Prospectus on application to THE PRINCIPAL, Scots College, Miramar, Wellington.: [18, 211, 133, 225]
- divider: [15, 567, 136, 568]
- listing-text: VISITORS TO WANGANUI stay at HOTEL DOMINION, 1 minute to Station, G.P.O., and shops. Splendid bus and car service, electric light throughout. Cuisine the best. Tariff, 10s. 6d. Day, £2 10s. Weekly. 'Phone 3642. Write or wire.: [573, 1012, 827, 1034]
- route-sub: WE HAVE NO CHAR-A-BANCS.: [909, 409, 1028, 419]
- route-text: SPECIAL NOTICE—S.O.S. Motor Services are real Pioneer Services. All services on which S.O.S. Cars run were introduced and pioneered by S.O.S. SUPPORT THE PIONEERS, who did the pick and shovel work to establish the above services.: [838, 383, 1099, 404]
- divider: [433, 770, 562, 771]
- ad-sub: ALLEN STREET, WELLINGTON.: [449, 741, 546, 750]
- church-title: SAILORS' FRIEND SOCIETY,: [159, 444, 270, 454]
- section-heading: BUSINESS NOTICES.: [313, 840, 402, 850]
- place-heading: PALMERSTON NORTH—WELLINGTON: [573, 685, 781, 698]
- place-heading: WELLINGTON—MASTERTON: [838, 625, 997, 638]
- ad-name: HUTT GIRLS' SCHOOL, CHILTON ST. JAMES.: [30, 677, 121, 696]
- listing-text: TROCADERO PRIVATE HOTEL, PICTON.—Superior accommodation for guests, and best of attention. Tariff 8/- per day. Write for terms. J. GILLAN, Proprietor.: [573, 913, 827, 927]
- listing-text: PARAPARAUMU BEACH. Two hours' journey from Wellington. Ideal Resort for Rest and Recuperation. Splendid climate. Special trains and motor cars to meet guests. Phone 14M. S. SPILMAN.: [573, 777, 827, 791]
- notice-title: WELLINGTON CITY CORPORATION MILK DEPARTMENT.: [315, 444, 400, 472]
